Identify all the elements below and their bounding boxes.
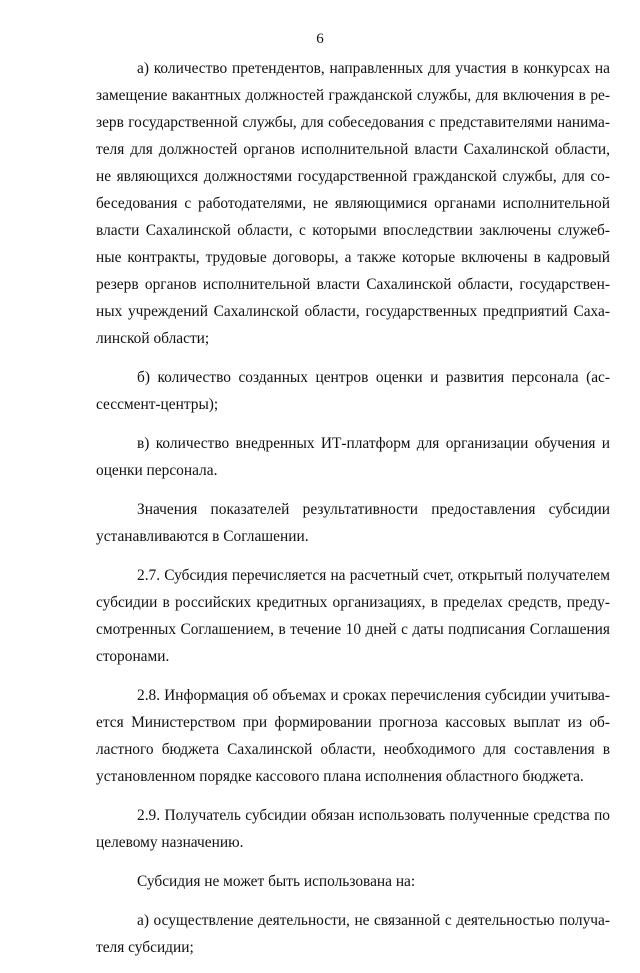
text-line: оценки персонала. <box>96 462 218 479</box>
text-line: 2.7. Субсидия перечисляется на расчетный счет, открытый получателем <box>137 567 610 584</box>
text-line: установленном порядке кассового плана исполнения областного бюджета. <box>96 768 584 785</box>
text-line: ные контракты, трудовые договоры, а также которые включены в кадровый <box>96 249 610 266</box>
text-line: ластного бюджета Сахалинской области, необходимого для составления в <box>96 741 610 758</box>
text-line: не являющихся должностями государственной гражданской службы, для со- <box>96 168 610 185</box>
text-line: сторонами. <box>96 648 170 665</box>
text-line: целевому назначению. <box>96 834 244 851</box>
text-line: беседования с работодателями, не являющимися органами исполнительной <box>96 195 610 212</box>
paragraph <box>96 682 610 790</box>
text-line: резерв органов исполнительной власти Сахалинской области, государствен- <box>96 276 610 293</box>
text-line: б) количество созданных центров оценки и развития персонала (ас- <box>137 369 610 386</box>
text-line: Субсидия не может быть использована на: <box>137 873 416 890</box>
document-body <box>96 55 610 973</box>
paragraph <box>96 868 610 895</box>
page-number: 6 <box>316 31 324 47</box>
paragraph <box>96 562 610 670</box>
text-line: а) количество претендентов, направленных для участия в конкурсах на <box>137 60 610 77</box>
text-line: зерв государственной службы, для собеседования с представителями нанима- <box>96 114 610 131</box>
paragraph <box>96 55 610 352</box>
text-line: 2.8. Информация об объемах и сроках перечисления субсидии учитыва- <box>137 687 610 704</box>
text-line: линской области; <box>96 330 210 347</box>
paragraph <box>96 802 610 856</box>
text-line: ется Министерством при формировании прогноза кассовых выплат из об- <box>96 714 610 731</box>
text-line: устанавливаются в Соглашении. <box>96 528 309 545</box>
paragraph <box>96 364 610 418</box>
text-line: власти Сахалинской области, с которыми впоследствии заключены служеб- <box>96 222 610 239</box>
paragraph <box>96 907 610 961</box>
text-line: теля субсидии; <box>96 939 194 956</box>
paragraph <box>96 430 610 484</box>
text-line: теля для должностей органов исполнительной власти Сахалинской области, <box>96 141 610 158</box>
text-line: замещение вакантных должностей гражданской службы, для включения в ре- <box>96 87 610 104</box>
text-line: ных учреждений Сахалинской области, государственных предприятий Саха- <box>96 303 610 320</box>
text-line: в) количество внедренных ИТ-платформ для организации обучения и <box>137 435 610 452</box>
text-line: сессмент-центры); <box>96 396 219 413</box>
text-line: Значения показателей результативности предоставления субсидии <box>137 501 610 518</box>
text-line: субсидии в российских кредитных организациях, в пределах средств, преду- <box>96 594 610 611</box>
text-line: смотренных Соглашением, в течение 10 дней с даты подписания Соглашения <box>96 621 610 638</box>
paragraph <box>96 496 610 550</box>
text-line: а) осуществление деятельности, не связанной с деятельностью получа- <box>137 912 610 929</box>
text-line: 2.9. Получатель субсидии обязан использовать полученные средства по <box>137 807 610 824</box>
